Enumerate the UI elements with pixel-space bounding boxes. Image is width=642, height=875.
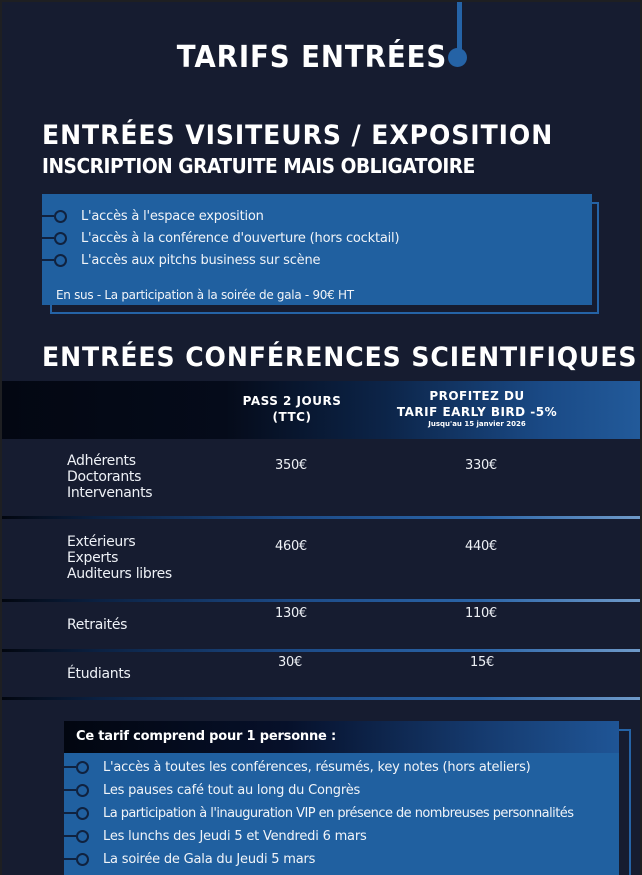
price-early-bird: 15€ [470, 655, 494, 670]
list-item: La soirée de Gala du Jeudi 5 mars [64, 849, 315, 869]
includes-box-header [64, 721, 619, 753]
list-item: Les pauses café tout au long du Congrès [64, 780, 360, 800]
visitors-box [42, 194, 592, 305]
table-row-category: Extérieurs Experts Auditeurs libres [67, 534, 172, 582]
table-row-category: Étudiants [67, 666, 131, 682]
bullet-circle-icon [76, 830, 89, 843]
price-early-bird: 330€ [465, 458, 497, 473]
tarifs-page [2, 2, 640, 875]
price-pass: 30€ [278, 655, 302, 670]
price-pass: 460€ [275, 539, 307, 554]
list-item: Les lunchs des Jeudi 5 et Vendredi 6 mars [64, 826, 367, 846]
price-pass: 350€ [275, 458, 307, 473]
row-divider [2, 649, 640, 652]
visitors-section-title: ENTRÉES VISITEURS / EXPOSITION [42, 120, 554, 151]
pricing-table-header [2, 381, 640, 439]
price-early-bird: 440€ [465, 539, 497, 554]
price-pass: 130€ [275, 606, 307, 621]
price-early-bird: 110€ [465, 606, 497, 621]
bullet-circle-icon [76, 784, 89, 797]
list-item: L'accès à l'espace exposition [42, 206, 264, 226]
early-bird-deadline: Jusqu'au 15 janvier 2026 [428, 420, 526, 428]
column-header-early-bird: PROFITEZ DU TARIF EARLY BIRD -5% Jusqu'au 15 janvier 2026 [382, 388, 572, 429]
row-divider [2, 516, 640, 519]
bullet-circle-icon [76, 807, 89, 820]
list-item: La participation à l'inauguration VIP en présence de nombreuses personnalités [64, 803, 573, 823]
list-item: L'accès à la conférence d'ouverture (hors cocktail) [42, 228, 399, 248]
visitors-section-subtitle: INSCRIPTION GRATUITE MAIS OBLIGATOIRE [42, 154, 475, 178]
bullet-circle-icon [54, 232, 67, 245]
list-item: L'accès à toutes les conférences, résumés, key notes (hors ateliers) [64, 757, 531, 777]
includes-title: Ce tarif comprend pour 1 personne : [76, 729, 336, 744]
list-item: L'accès aux pitchs business sur scène [42, 250, 320, 270]
table-row-category: Retraités [67, 617, 128, 633]
conferences-section-title: ENTRÉES CONFÉRENCES SCIENTIFIQUES [42, 342, 638, 373]
table-row-category: Adhérents Doctorants Intervenants [67, 453, 153, 501]
includes-box [64, 721, 619, 875]
column-header-pass: PASS 2 JOURS (TTC) [242, 394, 342, 424]
bullet-circle-icon [76, 761, 89, 774]
page-title: TARIFS ENTRÉES [176, 40, 448, 75]
row-divider [2, 697, 640, 700]
bullet-circle-icon [76, 853, 89, 866]
row-divider [2, 599, 640, 602]
bullet-circle-icon [54, 210, 67, 223]
bullet-circle-icon [54, 254, 67, 267]
gala-note: En sus - La participation à la soirée de gala - 90€ HT [56, 288, 354, 302]
